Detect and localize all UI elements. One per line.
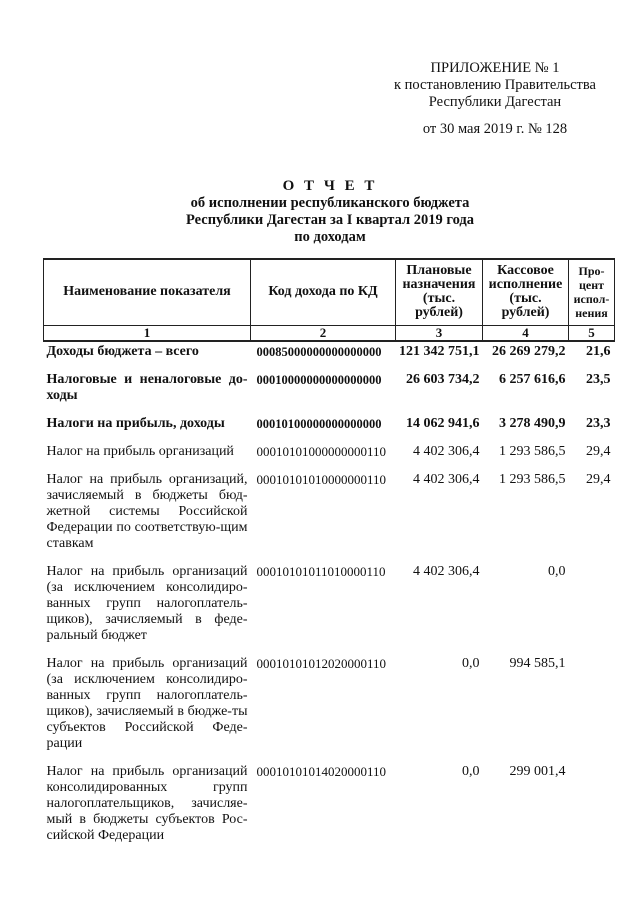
table-row — [44, 762, 615, 846]
appendix-block — [380, 60, 610, 138]
cell-cash: 3 278 490,9 — [499, 415, 566, 431]
cell-cash: 6 257 616,6 — [499, 371, 566, 387]
cell-name: Налог на прибыль организаций (за исключением консолидиро-ванных групп налогоплатель-щиков), зачисляемый в феде-ральный бюджет — [46, 563, 248, 643]
cell-cash: 1 293 586,5 — [499, 443, 566, 459]
column-number: 1 — [44, 325, 251, 341]
cell-percent — [569, 762, 615, 846]
cell-name: Налог на прибыль организаций консолидированных групп налогоплательщиков, зачисляе-мый в бюджеты субъектов Рос-сийской Федерации — [46, 763, 248, 843]
table-row — [44, 470, 615, 562]
report-title-line3: Республики Дагестан за I квартал 2019 года — [185, 212, 475, 228]
cell-percent: 23,5 — [586, 371, 611, 387]
header-code: Код дохода по КД — [251, 259, 396, 325]
cell-plan: 4 402 306,4 — [413, 563, 480, 579]
table-row — [44, 341, 615, 370]
cell-code: 00085000000000000000 — [256, 344, 382, 359]
cell-cash: 1 293 586,5 — [499, 471, 566, 487]
report-title-main: О Т Ч Е Т — [282, 178, 378, 194]
table-row — [44, 562, 615, 654]
cell-code: 00010100000000000000 — [256, 416, 382, 431]
cell-plan: 14 062 941,6 — [406, 415, 480, 431]
cell-code: 00010101011010000110 — [256, 563, 386, 579]
appendix-title: ПРИЛОЖЕНИЕ № 1 — [430, 60, 560, 76]
cell-name: Налог на прибыль организаций (за исключением консолидиро-ванных групп налогоплатель-щиков), зачисляемый в бюдже-ты субъектов Российской Феде-рации — [46, 655, 248, 751]
cell-name: Налоговые и неналоговые до-ходы — [46, 371, 248, 403]
cell-percent — [569, 562, 615, 654]
cell-cash: 26 269 279,2 — [492, 343, 566, 359]
column-number: 3 — [396, 325, 483, 341]
cell-percent: 29,4 — [586, 471, 611, 487]
cell-name: Налоги на прибыль, доходы — [46, 415, 225, 431]
appendix-subtitle: к постановлению Правительства — [394, 77, 596, 93]
cell-code: 00010101000000000110 — [256, 443, 387, 459]
header-percent: Про-цент испол-нения — [569, 259, 615, 325]
cell-percent — [569, 654, 615, 762]
column-number: 5 — [569, 325, 615, 341]
cell-plan: 4 402 306,4 — [413, 471, 480, 487]
table-row — [44, 442, 615, 470]
revenue-table — [43, 258, 615, 846]
table-row — [44, 414, 615, 442]
report-title — [60, 177, 600, 246]
report-title-line2: об исполнении республиканского бюджета — [190, 195, 470, 211]
cell-plan: 26 603 734,2 — [406, 371, 480, 387]
cell-plan: 0,0 — [462, 763, 480, 779]
appendix-org: Республики Дагестан — [428, 94, 562, 110]
column-number: 2 — [251, 325, 396, 341]
report-title-line4: по доходам — [294, 229, 366, 245]
cell-percent: 29,4 — [586, 443, 611, 459]
cell-plan: 121 342 751,1 — [399, 343, 480, 359]
table-row — [44, 654, 615, 762]
cell-cash: 0,0 — [548, 563, 566, 579]
table-row — [44, 370, 615, 414]
cell-plan: 4 402 306,4 — [413, 443, 480, 459]
appendix-date: от 30 мая 2019 г. № 128 — [422, 121, 568, 137]
cell-code: 00010101014020000110 — [256, 763, 387, 779]
header-cash: Кассовое исполнение (тыс. рублей) — [483, 259, 569, 325]
column-number: 4 — [483, 325, 569, 341]
header-plan: Плановые назначения (тыс. рублей) — [396, 259, 483, 325]
cell-code: 00010101012020000110 — [256, 655, 387, 671]
header-name: Наименование показателя — [44, 259, 251, 325]
cell-cash: 299 001,4 — [509, 763, 566, 779]
cell-code: 00010101010000000110 — [256, 471, 387, 487]
cell-plan: 0,0 — [462, 655, 480, 671]
cell-code: 00010000000000000000 — [256, 372, 382, 387]
cell-name: Налог на прибыль организаций — [46, 443, 234, 459]
cell-name: Доходы бюджета – всего — [46, 343, 199, 359]
cell-percent: 21,6 — [586, 343, 611, 359]
cell-name: Налог на прибыль организаций, зачисляемый в бюджеты бюд-жетной системы Российской Федерации по соответствую-щим ставкам — [46, 471, 248, 551]
cell-percent: 23,3 — [586, 415, 611, 431]
cell-cash: 994 585,1 — [509, 655, 566, 671]
